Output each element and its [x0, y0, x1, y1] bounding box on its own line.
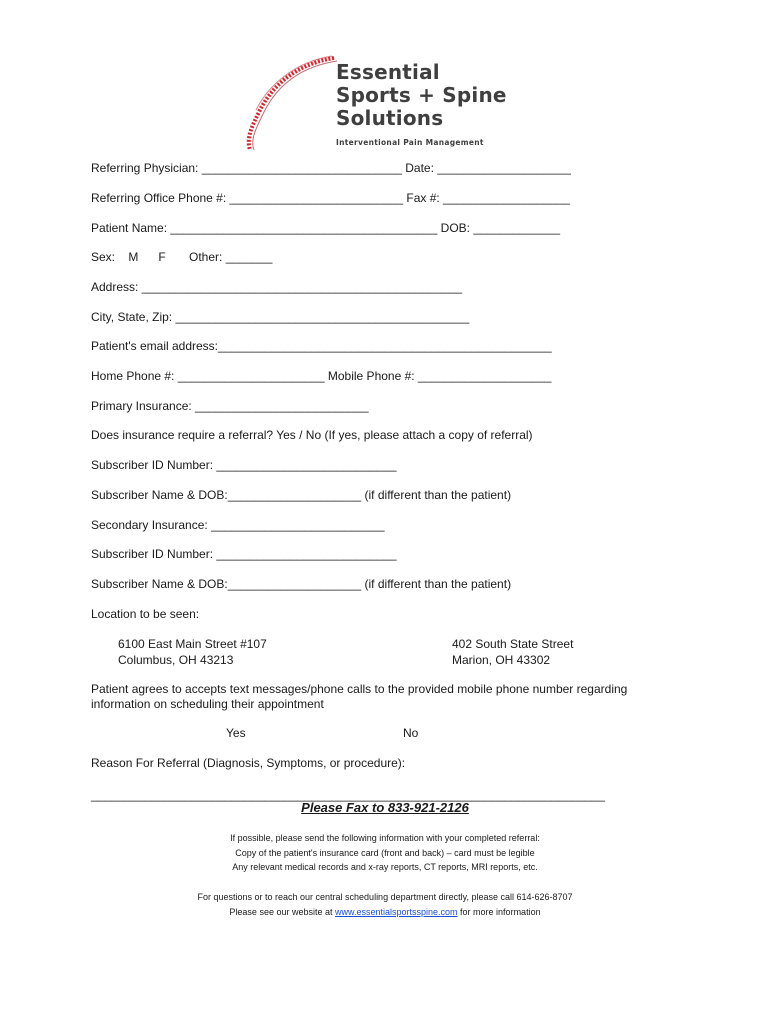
location-columbus-city: Columbus, OH 43213 — [118, 653, 234, 667]
phones-line[interactable]: Home Phone #: ______________________ Mobile Phone #: ____________________ — [91, 369, 552, 383]
consent-text-line-1: Patient agrees to accepts text messages/phone calls to the provided mobile phone number regarding — [91, 682, 628, 696]
logo-line-3: Solutions — [336, 106, 444, 130]
referring-physician-line[interactable]: Referring Physician: ______________________________ Date: ____________________ — [91, 161, 571, 175]
contact-suffix: for more information — [457, 907, 541, 917]
contact-text-1: For questions or to reach our central scheduling department directly, please call 614-626-8707 — [197, 892, 573, 902]
contact-text-2 — [0, 905, 770, 920]
subscriber-name-line-2[interactable]: Subscriber Name & DOB:____________________ (if different than the patient) — [91, 577, 512, 591]
patient-name-line[interactable]: Patient Name: ________________________________________ DOB: _____________ — [91, 221, 561, 235]
location-columbus-street: 6100 East Main Street #107 — [118, 637, 267, 651]
logo-tagline: Interventional Pain Management — [336, 138, 484, 147]
primary-insurance-line[interactable]: Primary Insurance: __________________________ — [91, 399, 369, 413]
fax-instruction: Please Fax to 833-921-2126 — [301, 800, 469, 815]
location-columbus — [118, 636, 267, 668]
logo-wordmark — [336, 61, 507, 147]
address-line[interactable]: Address: ________________________________________________ — [91, 280, 463, 294]
subscriber-id-line-2[interactable]: Subscriber ID Number: ___________________________ — [91, 547, 397, 561]
subscriber-name-line-1[interactable]: Subscriber Name & DOB:____________________ (if different than the patient) — [91, 488, 512, 502]
logo-line-1: Essential — [336, 60, 440, 84]
location-marion — [452, 636, 573, 668]
contact-prefix: Please see our website at — [229, 907, 335, 917]
website-link[interactable]: www.essentialsportsspine.com — [334, 907, 458, 917]
email-line[interactable]: Patient's email address:__________________________________________________ — [91, 339, 552, 353]
secondary-insurance-line[interactable]: Secondary Insurance: __________________________ — [91, 518, 385, 532]
referral-question: Does insurance require a referral? Yes / No (If yes, please attach a copy of referral) — [91, 428, 533, 442]
sex-line[interactable]: Sex: M F Other: _______ — [91, 250, 273, 264]
info-text-3: Any relevant medical records and x-ray reports, CT reports, MRI reports, etc. — [232, 862, 538, 872]
city-state-zip-line[interactable]: City, State, Zip: ____________________________________________ — [91, 310, 470, 324]
location-marion-street: 402 South State Street — [452, 637, 574, 651]
logo-line-2: Sports + Spine — [336, 83, 507, 107]
location-marion-city: Marion, OH 43302 — [452, 653, 551, 667]
subscriber-id-line-1[interactable]: Subscriber ID Number: ___________________________ — [91, 458, 397, 472]
consent-yes-option[interactable]: Yes — [226, 726, 246, 740]
info-text-1: If possible, please send the following information with your completed referral: — [230, 833, 540, 843]
reason-label: Reason For Referral (Diagnosis, Symptoms, or procedure): — [91, 756, 406, 770]
reason-line[interactable]: _____________________________________________________________________________ — [91, 788, 605, 802]
consent-no-option[interactable]: No — [403, 726, 419, 740]
consent-text-line-2: information on scheduling their appointment — [91, 697, 324, 711]
referring-office-phone-line[interactable]: Referring Office Phone #: __________________________ Fax #: ___________________ — [91, 191, 570, 205]
info-text-2: Copy of the patient's insurance card (front and back) – card must be legible — [235, 848, 535, 858]
location-label: Location to be seen: — [91, 607, 200, 621]
